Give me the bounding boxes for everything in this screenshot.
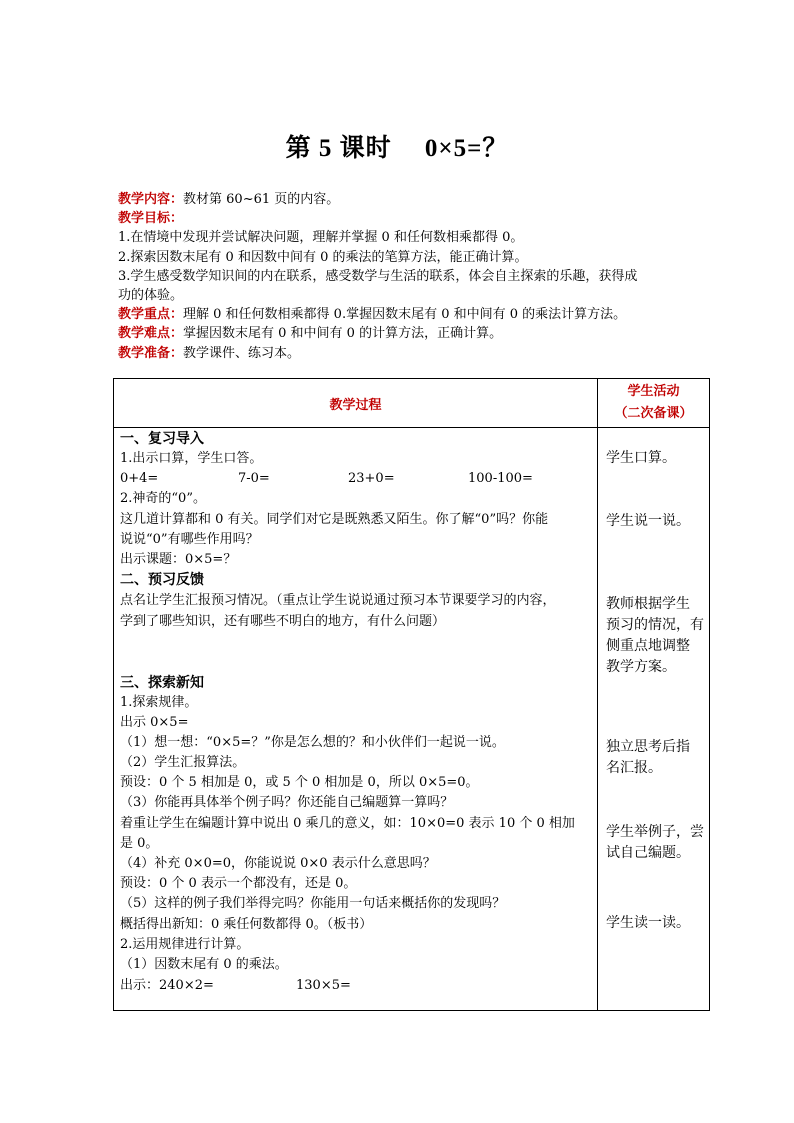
activity-3a: 教师根据学生: [606, 596, 690, 612]
review-line-4: 说说“0”有哪些作用吗？: [120, 532, 259, 547]
review-line-5: 出示课题：0×5=？: [120, 552, 237, 567]
explore-line-13: 2.运用规律进行计算。: [120, 937, 250, 952]
key-line: [118, 305, 718, 324]
explore-line-9: （4）补充 0×0=0，你能说说 0×0 表示什么意思吗？: [120, 856, 436, 871]
explore-line-7: 着重让学生在编题计算中说出 0 乘几的意义，如：10×0=0 表示 10 个 0 相加: [120, 816, 575, 831]
explore-line-12: 概括得出新知：0 乘任何数都得 0。（板书）: [120, 917, 373, 932]
prep-line: [118, 344, 718, 363]
activity-5b: 试自己编题。: [606, 845, 690, 861]
explore-line-1: 1.探索规律。: [120, 695, 198, 710]
section-explore-title: 三、探索新知: [120, 675, 204, 691]
explore-line-4: （2）学生汇报算法。: [120, 755, 246, 770]
key-label: 教学重点：: [118, 307, 184, 323]
explore-line-15: [120, 977, 590, 995]
calc-240x2: 出示：240×2=: [120, 978, 214, 993]
explore-line-6: （3）你能再具体举个例子吗？你还能自己编题算一算吗？: [120, 795, 454, 810]
activity-4b: 名汇报。: [606, 760, 662, 776]
prep-text: 教学课件、练习本。: [183, 345, 301, 361]
calc-4: 100-100=: [468, 471, 533, 486]
calc-2: 7-0=: [238, 471, 270, 486]
header-activity-line2: （二次备课）: [614, 406, 693, 421]
prep-label: 教学准备：: [118, 345, 184, 361]
activity-6: 学生读一读。: [606, 915, 690, 931]
review-line-2: 2.神奇的“0”。: [120, 491, 206, 506]
explore-line-8: 是 0。: [120, 836, 159, 851]
review-line-3: 这几道计算都和 0 有关。同学们对它是既熟悉又陌生。你了解“0”吗？你能: [120, 512, 549, 527]
activity-3d: 教学方案。: [606, 659, 676, 675]
goal-2: 2.探索因数末尾有 0 和因数中间有 0 的乘法的笔算方法，能正确计算。: [118, 249, 528, 265]
review-line-1: 1.出示口算，学生口答。: [120, 451, 263, 466]
content-text: 教材第 60~61 页的内容。: [183, 192, 340, 207]
page-title: 第 5 课时 0×5=？: [285, 135, 509, 162]
lesson-table: [113, 378, 710, 1011]
explore-line-11: （5）这样的例子我们举得完吗？你能用一句话来概括你的发现吗？: [120, 896, 506, 911]
activity-5a: 学生举例子，尝: [606, 824, 704, 840]
content-line: [118, 190, 718, 209]
calc-3: 23+0=: [348, 471, 395, 486]
header-activity-line1: 学生活动: [627, 384, 680, 399]
goals-line: [118, 209, 718, 228]
difficult-text: 掌握因数末尾有 0 和中间有 0 的计算方法，正确计算。: [183, 326, 503, 342]
activity-3b: 预习的情况，有: [606, 617, 704, 633]
goal-1: 1.在情境中发现并尝试解决问题，理解并掌握 0 和任何数相乘都得 0。: [118, 230, 524, 246]
goal-3b: 功的体验。: [118, 288, 184, 304]
explore-line-2: 出示 0×5=: [120, 715, 189, 730]
difficult-line: [118, 324, 718, 343]
difficult-label: 教学难点：: [118, 326, 184, 342]
lesson-meta: [118, 190, 718, 363]
header-activity: [598, 379, 710, 428]
header-process: 教学过程: [114, 379, 598, 428]
goals-label: 教学目标：: [118, 211, 184, 227]
content-label: 教学内容：: [118, 192, 184, 207]
section-review-title: 一、复习导入: [120, 431, 204, 447]
section-preview-title: 二、预习反馈: [120, 572, 204, 588]
table-header-row: [114, 379, 710, 428]
activity-4a: 独立思考后指: [606, 739, 690, 755]
calc-1: 0+4=: [120, 471, 159, 486]
activity-2: 学生说一说。: [606, 513, 690, 529]
explore-line-14: （1）因数末尾有 0 的乘法。: [120, 957, 288, 972]
process-cell: [114, 428, 598, 1011]
activity-cell: [598, 428, 710, 1011]
goal-3a: 3.学生感受数学知识间的内在联系，感受数学与生活的联系，体会自主探索的乐趣，获得成: [118, 268, 638, 284]
preview-line-2: 学到了哪些知识，还有哪些不明白的地方，有什么问题）: [120, 614, 446, 629]
explore-line-3: （1）想一想：“0×5=？”你是怎么想的？和小伙伴们一起说一说。: [120, 735, 505, 750]
table-body-row: [114, 428, 710, 1011]
preview-line-1: 点名让学生汇报预习情况。（重点让学生说说通过预习本节课要学习的内容，: [120, 593, 556, 608]
activity-3c: 侧重点地调整: [606, 638, 690, 654]
explore-line-5: 预设：0 个 5 相加是 0，或 5 个 0 相加是 0，所以 0×5=0。: [120, 775, 479, 790]
calc-130x5: 130×5=: [296, 978, 351, 993]
activity-1: 学生口算。: [606, 450, 676, 466]
explore-line-10: 预设：0 个 0 表示一个都没有，还是 0。: [120, 876, 357, 891]
key-text: 理解 0 和任何数相乘都得 0.掌握因数末尾有 0 和中间有 0 的乘法计算方法。: [183, 307, 627, 323]
